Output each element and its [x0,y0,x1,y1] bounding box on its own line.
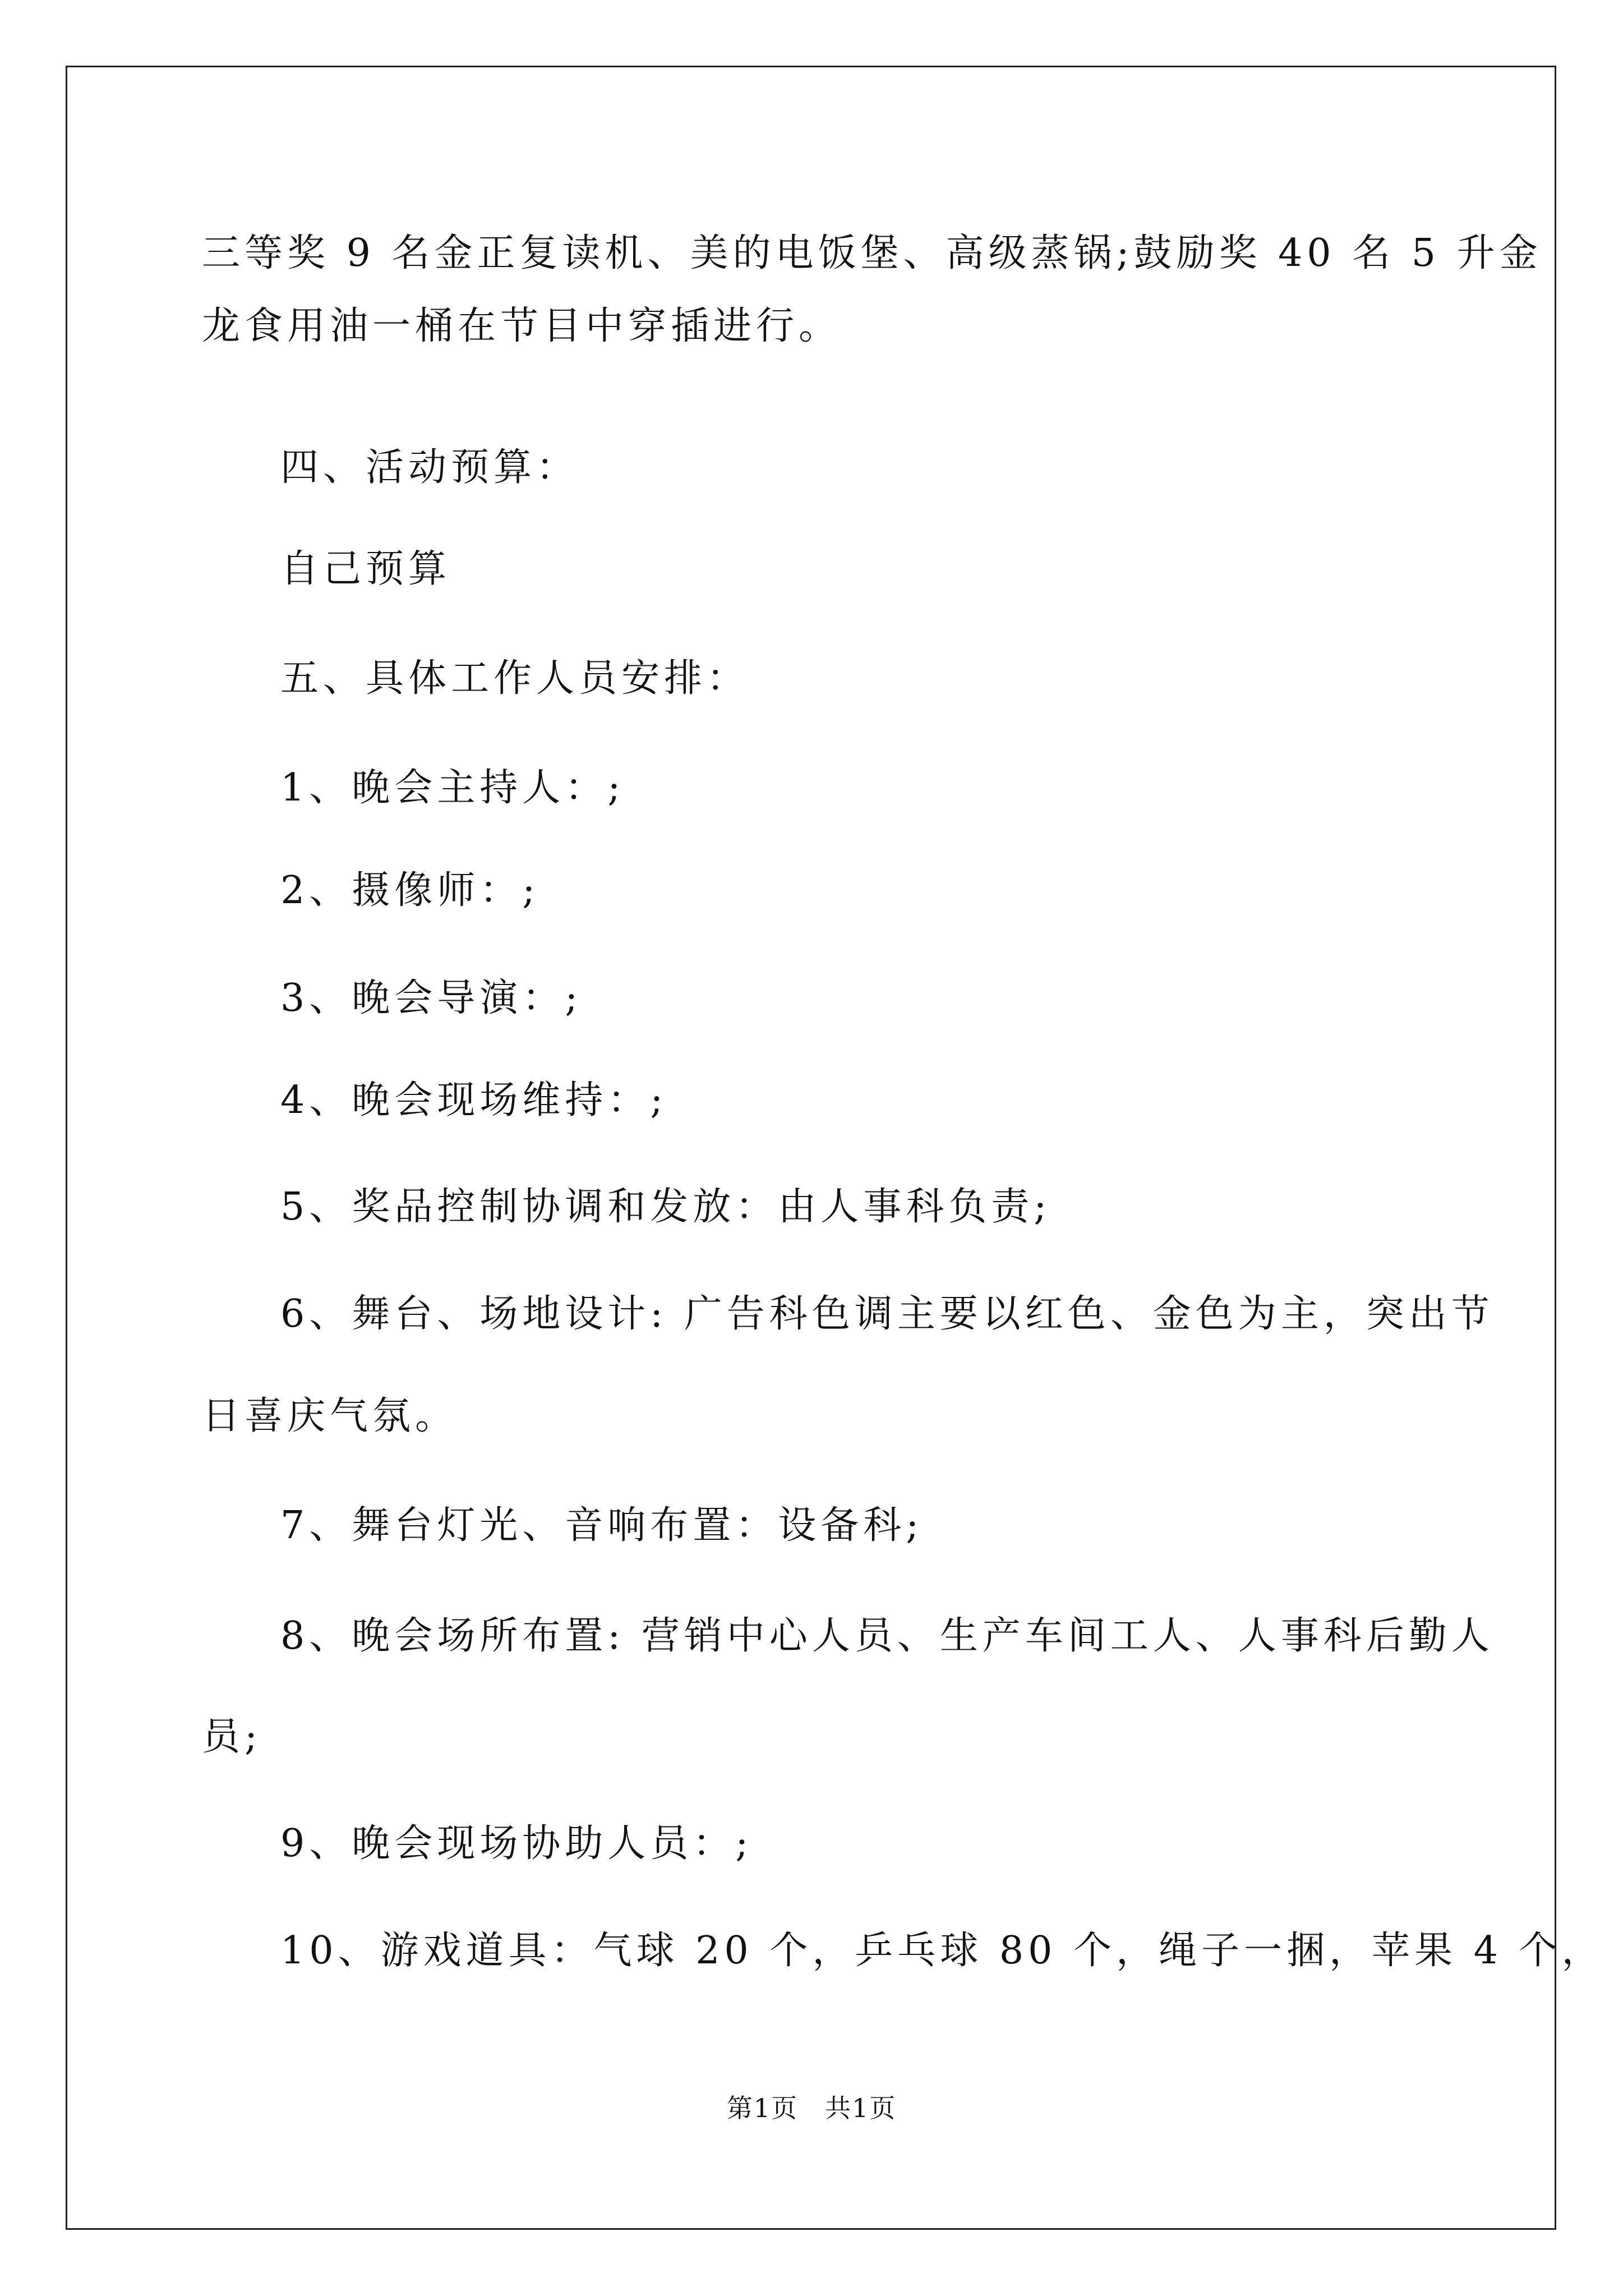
list-item-3: 3、晚会导演：; [280,976,583,1020]
section-heading-staff: 五、具体工作人员安排： [280,656,750,701]
list-item-1: 1、晚会主持人：; [280,766,625,810]
list-item-6: 6、舞台、场地设计: 广告科色调主要以红色、金色为主，突出节 [280,1292,1494,1336]
list-item-2: 2、摄像师：; [280,868,540,913]
list-item-8-continued: 员; [202,1715,262,1759]
list-item-6-continued: 日喜庆气氛。 [202,1394,458,1438]
text-line-2: 龙食用油一桶在节目中穿插进行。 [202,304,842,348]
page-footer: 第1页 共1页 [726,2093,897,2123]
page-border [66,66,1556,2230]
list-item-9: 9、晚会现场协助人员：; [280,1821,753,1866]
text-line-budget: 自己预算 [280,547,451,591]
list-item-7: 7、舞台灯光、音响布置：设备科; [280,1503,924,1548]
list-item-10: 10、游戏道具：气球 20 个，乒乓球 80 个，绳子一捆，苹果 4 个， [280,1929,1604,1973]
list-item-8: 8、晚会场所布置: 营销中心人员、生产车间工人、人事科后勤人 [280,1614,1494,1658]
section-heading-budget: 四、活动预算： [280,445,579,490]
list-item-5: 5、奖品控制协调和发放：由人事科负责; [280,1185,1052,1229]
text-line-1: 三等奖 9 名金正复读机、美的电饭堡、高级蒸锅;鼓励奖 40 名 5 升金 [202,231,1542,275]
list-item-4: 4、晚会现场维持：; [280,1078,668,1122]
